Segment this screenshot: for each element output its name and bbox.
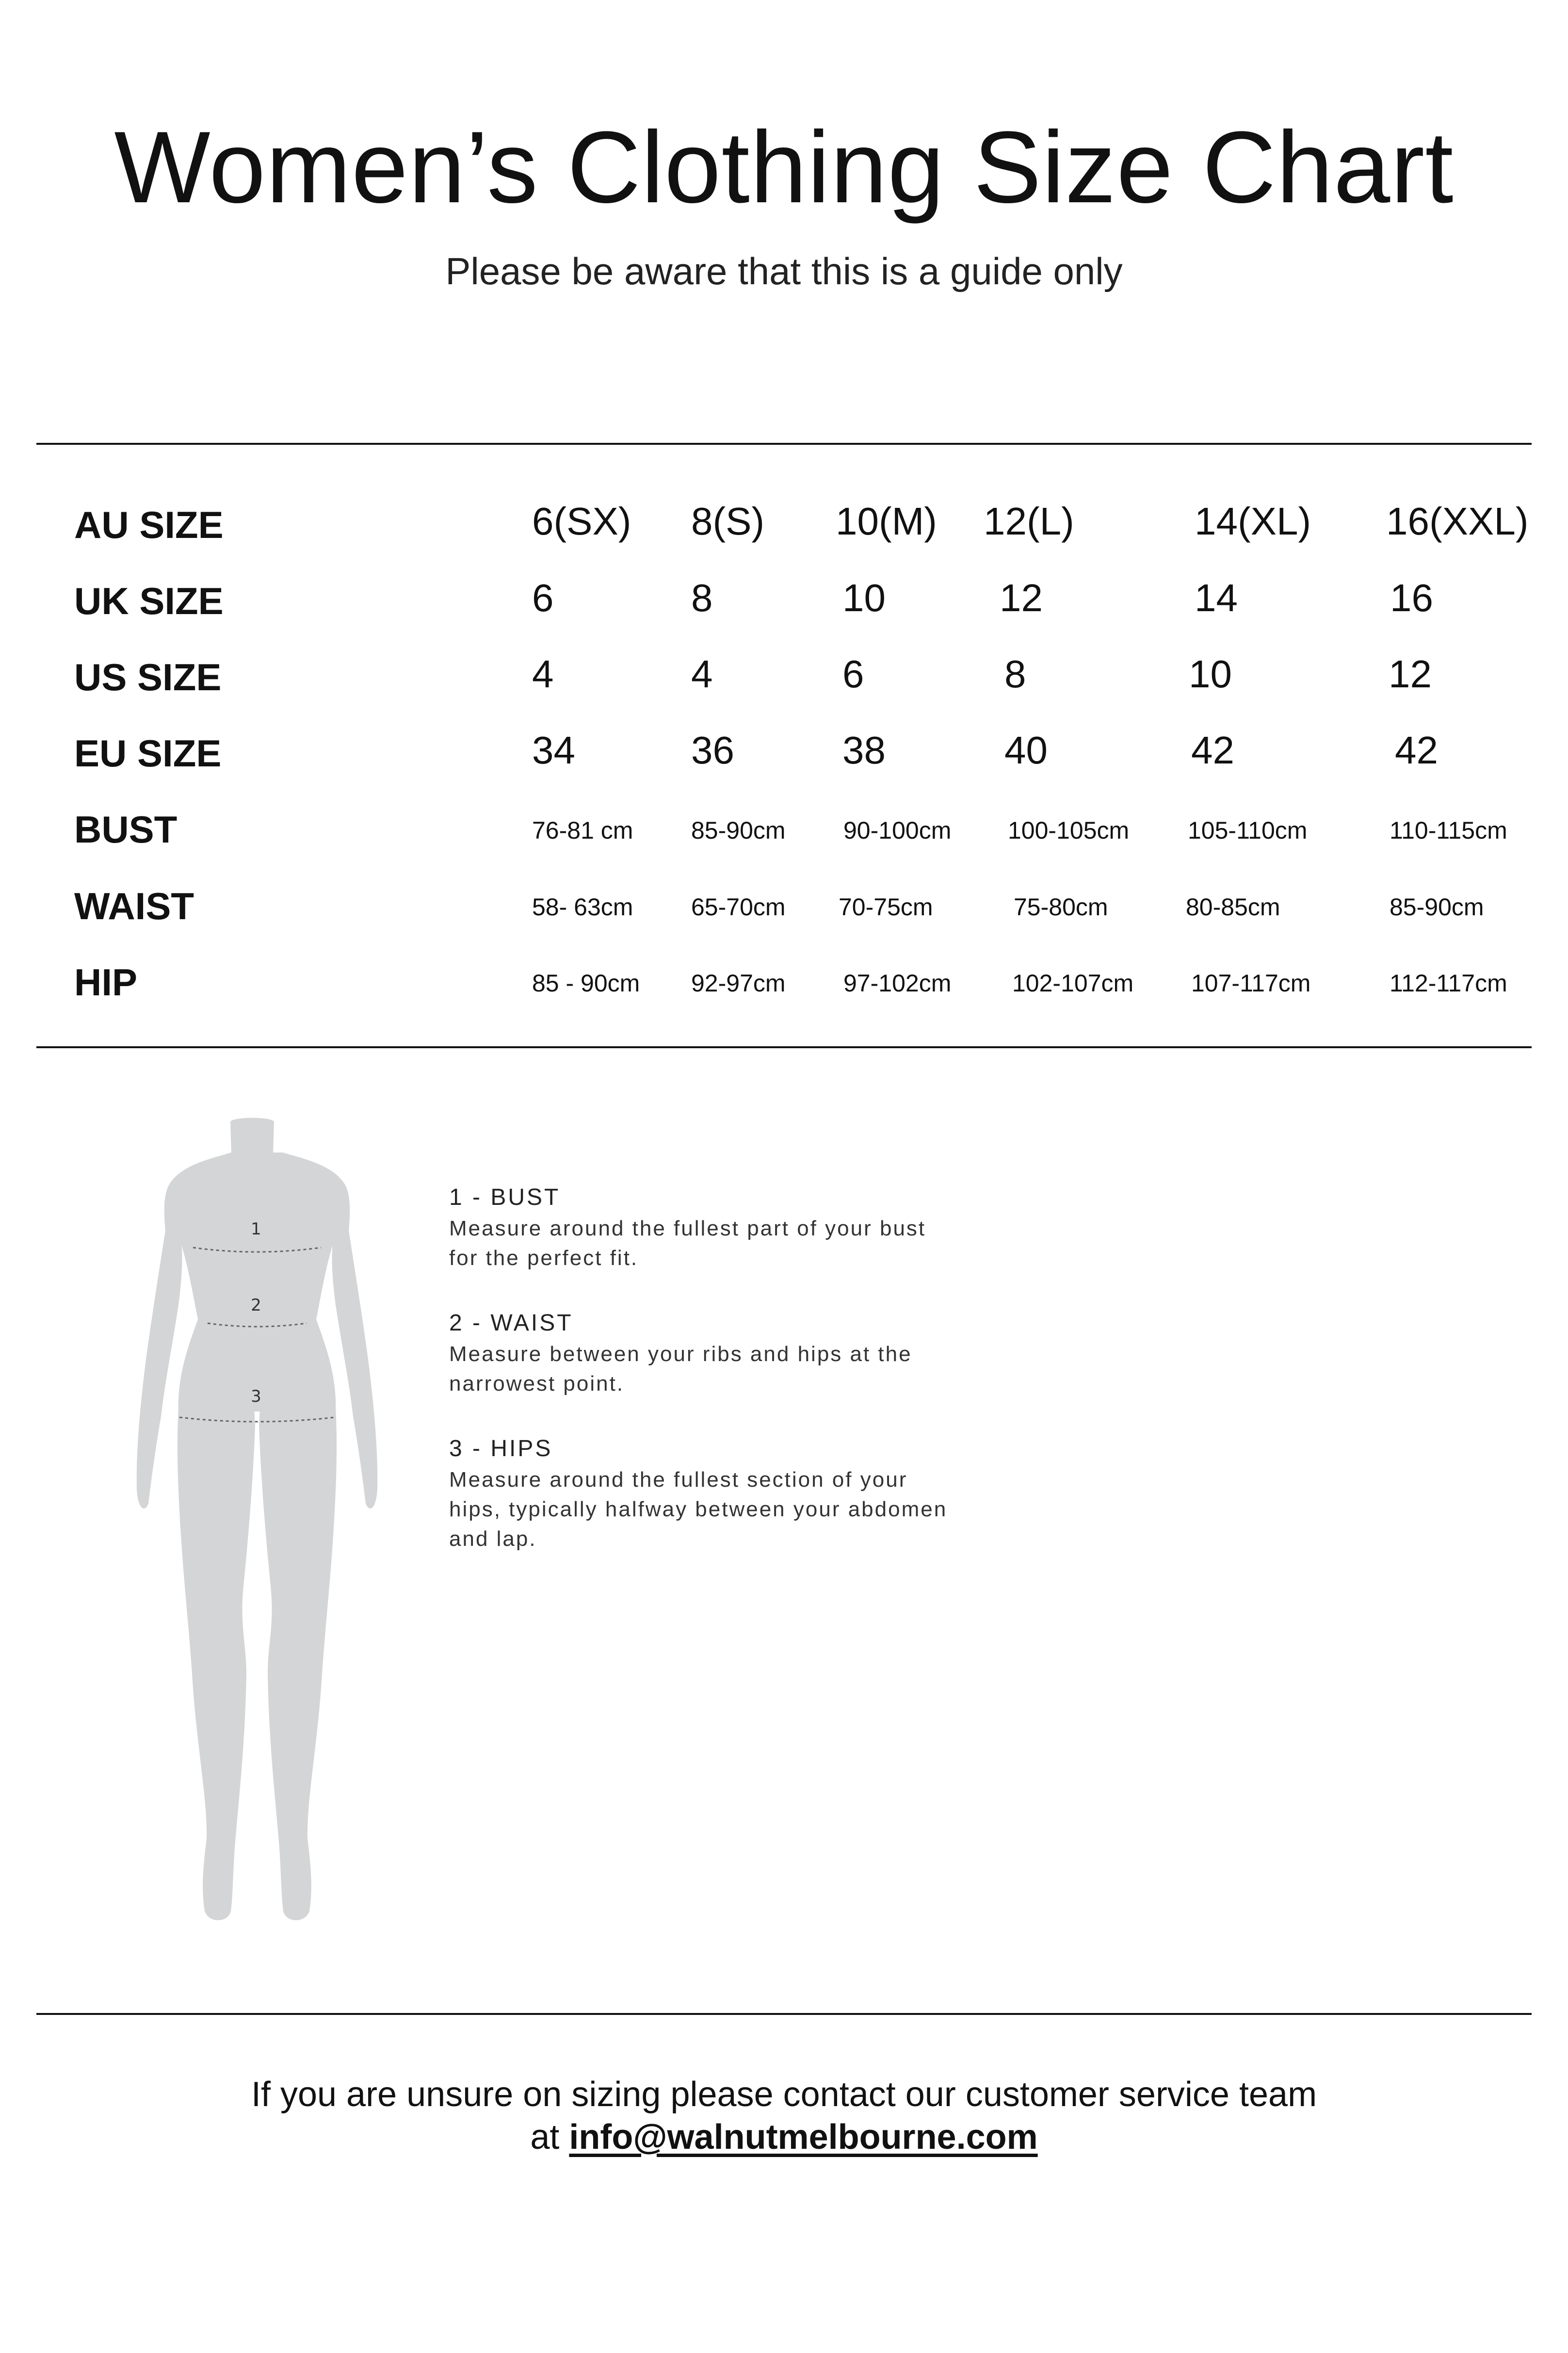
table-cell: 90-100cm (843, 817, 952, 844)
waist-description: Measure between your ribs and hips at the narrowest point. (449, 1342, 912, 1396)
table-bottom-rule (36, 1046, 1532, 1048)
table-cell: 75-80cm (1014, 893, 1108, 921)
table-cell: 8 (691, 576, 713, 619)
table-cell: 40 (1004, 729, 1048, 772)
bust-description: Measure around the fullest part of your bust for the perfect fit. (449, 1217, 926, 1270)
row-label-us: US SIZE (74, 656, 222, 698)
table-top-rule (36, 443, 1532, 445)
table-cell: 34 (532, 729, 575, 772)
table-cell: 65-70cm (691, 893, 786, 921)
table-cell: 38 (842, 729, 886, 772)
table-cell: 100-105cm (1008, 817, 1130, 844)
table-cell: 36 (691, 729, 734, 772)
page-subtitle: Please be aware that this is a guide only (445, 250, 1123, 292)
table-cell: 6(SX) (532, 500, 631, 543)
row-label-hip: HIP (74, 961, 138, 1004)
page-title: Women’s Clothing Size Chart (114, 110, 1454, 224)
table-cell: 16(XXL) (1386, 500, 1529, 543)
contact-email-link[interactable]: info@walnutmelbourne.com (569, 2118, 1038, 2157)
bust-heading: 1 - BUST (449, 1185, 561, 1210)
hips-heading: 3 - HIPS (449, 1436, 553, 1461)
table-cell: 6 (842, 652, 864, 696)
table-cell: 10 (1189, 652, 1232, 696)
footer-rule (36, 2013, 1532, 2015)
table-cell: 12 (1000, 576, 1043, 619)
body-measurement-figure (136, 1111, 378, 1935)
footer-contact (0, 2120, 1568, 2155)
table-cell: 107-117cm (1191, 970, 1311, 997)
row-label-au: AU SIZE (74, 503, 224, 546)
table-cell: 6 (532, 576, 554, 619)
table-cell: 76-81 cm (532, 817, 633, 844)
table-cell: 80-85cm (1186, 893, 1280, 921)
row-label-eu: EU SIZE (74, 732, 222, 775)
table-cell: 12(L) (984, 500, 1074, 543)
table-cell: 85-90cm (1390, 893, 1484, 921)
table-cell: 8(S) (691, 500, 765, 543)
table-cell: 4 (532, 652, 554, 696)
table-cell: 16 (1390, 576, 1433, 619)
table-cell: 70-75cm (839, 893, 933, 921)
footer-message: If you are unsure on sizing please contact our customer service team (251, 2075, 1317, 2114)
table-cell: 12 (1389, 652, 1432, 696)
table-cell: 110-115cm (1390, 817, 1507, 844)
table-cell: 42 (1191, 729, 1234, 772)
footer-contact-prefix: at (530, 2118, 560, 2157)
table-cell: 97-102cm (843, 970, 952, 997)
table-cell: 112-117cm (1390, 970, 1507, 997)
table-cell: 85-90cm (691, 817, 786, 844)
row-label-uk: UK SIZE (74, 580, 224, 622)
waist-heading: 2 - WAIST (449, 1310, 573, 1336)
row-label-waist: WAIST (74, 885, 194, 927)
waist-marker: 2 (251, 1296, 261, 1315)
table-cell: 8 (1004, 652, 1026, 696)
hips-description: Measure around the fullest section of your hips, typically halfway between your abdomen and lap. (449, 1468, 948, 1551)
table-cell: 4 (691, 652, 713, 696)
table-cell: 58- 63cm (532, 893, 633, 921)
table-cell: 14 (1195, 576, 1238, 619)
bust-marker: 1 (251, 1219, 261, 1239)
table-cell: 14(XL) (1195, 500, 1311, 543)
table-cell: 92-97cm (691, 970, 786, 997)
hip-marker: 3 (251, 1387, 261, 1406)
table-cell: 105-110cm (1188, 817, 1308, 844)
table-cell: 10(M) (836, 500, 937, 543)
table-cell: 42 (1395, 729, 1438, 772)
table-cell: 85 - 90cm (532, 970, 640, 997)
table-cell: 102-107cm (1012, 970, 1134, 997)
table-cell: 10 (842, 576, 886, 619)
row-label-bust: BUST (74, 808, 178, 851)
